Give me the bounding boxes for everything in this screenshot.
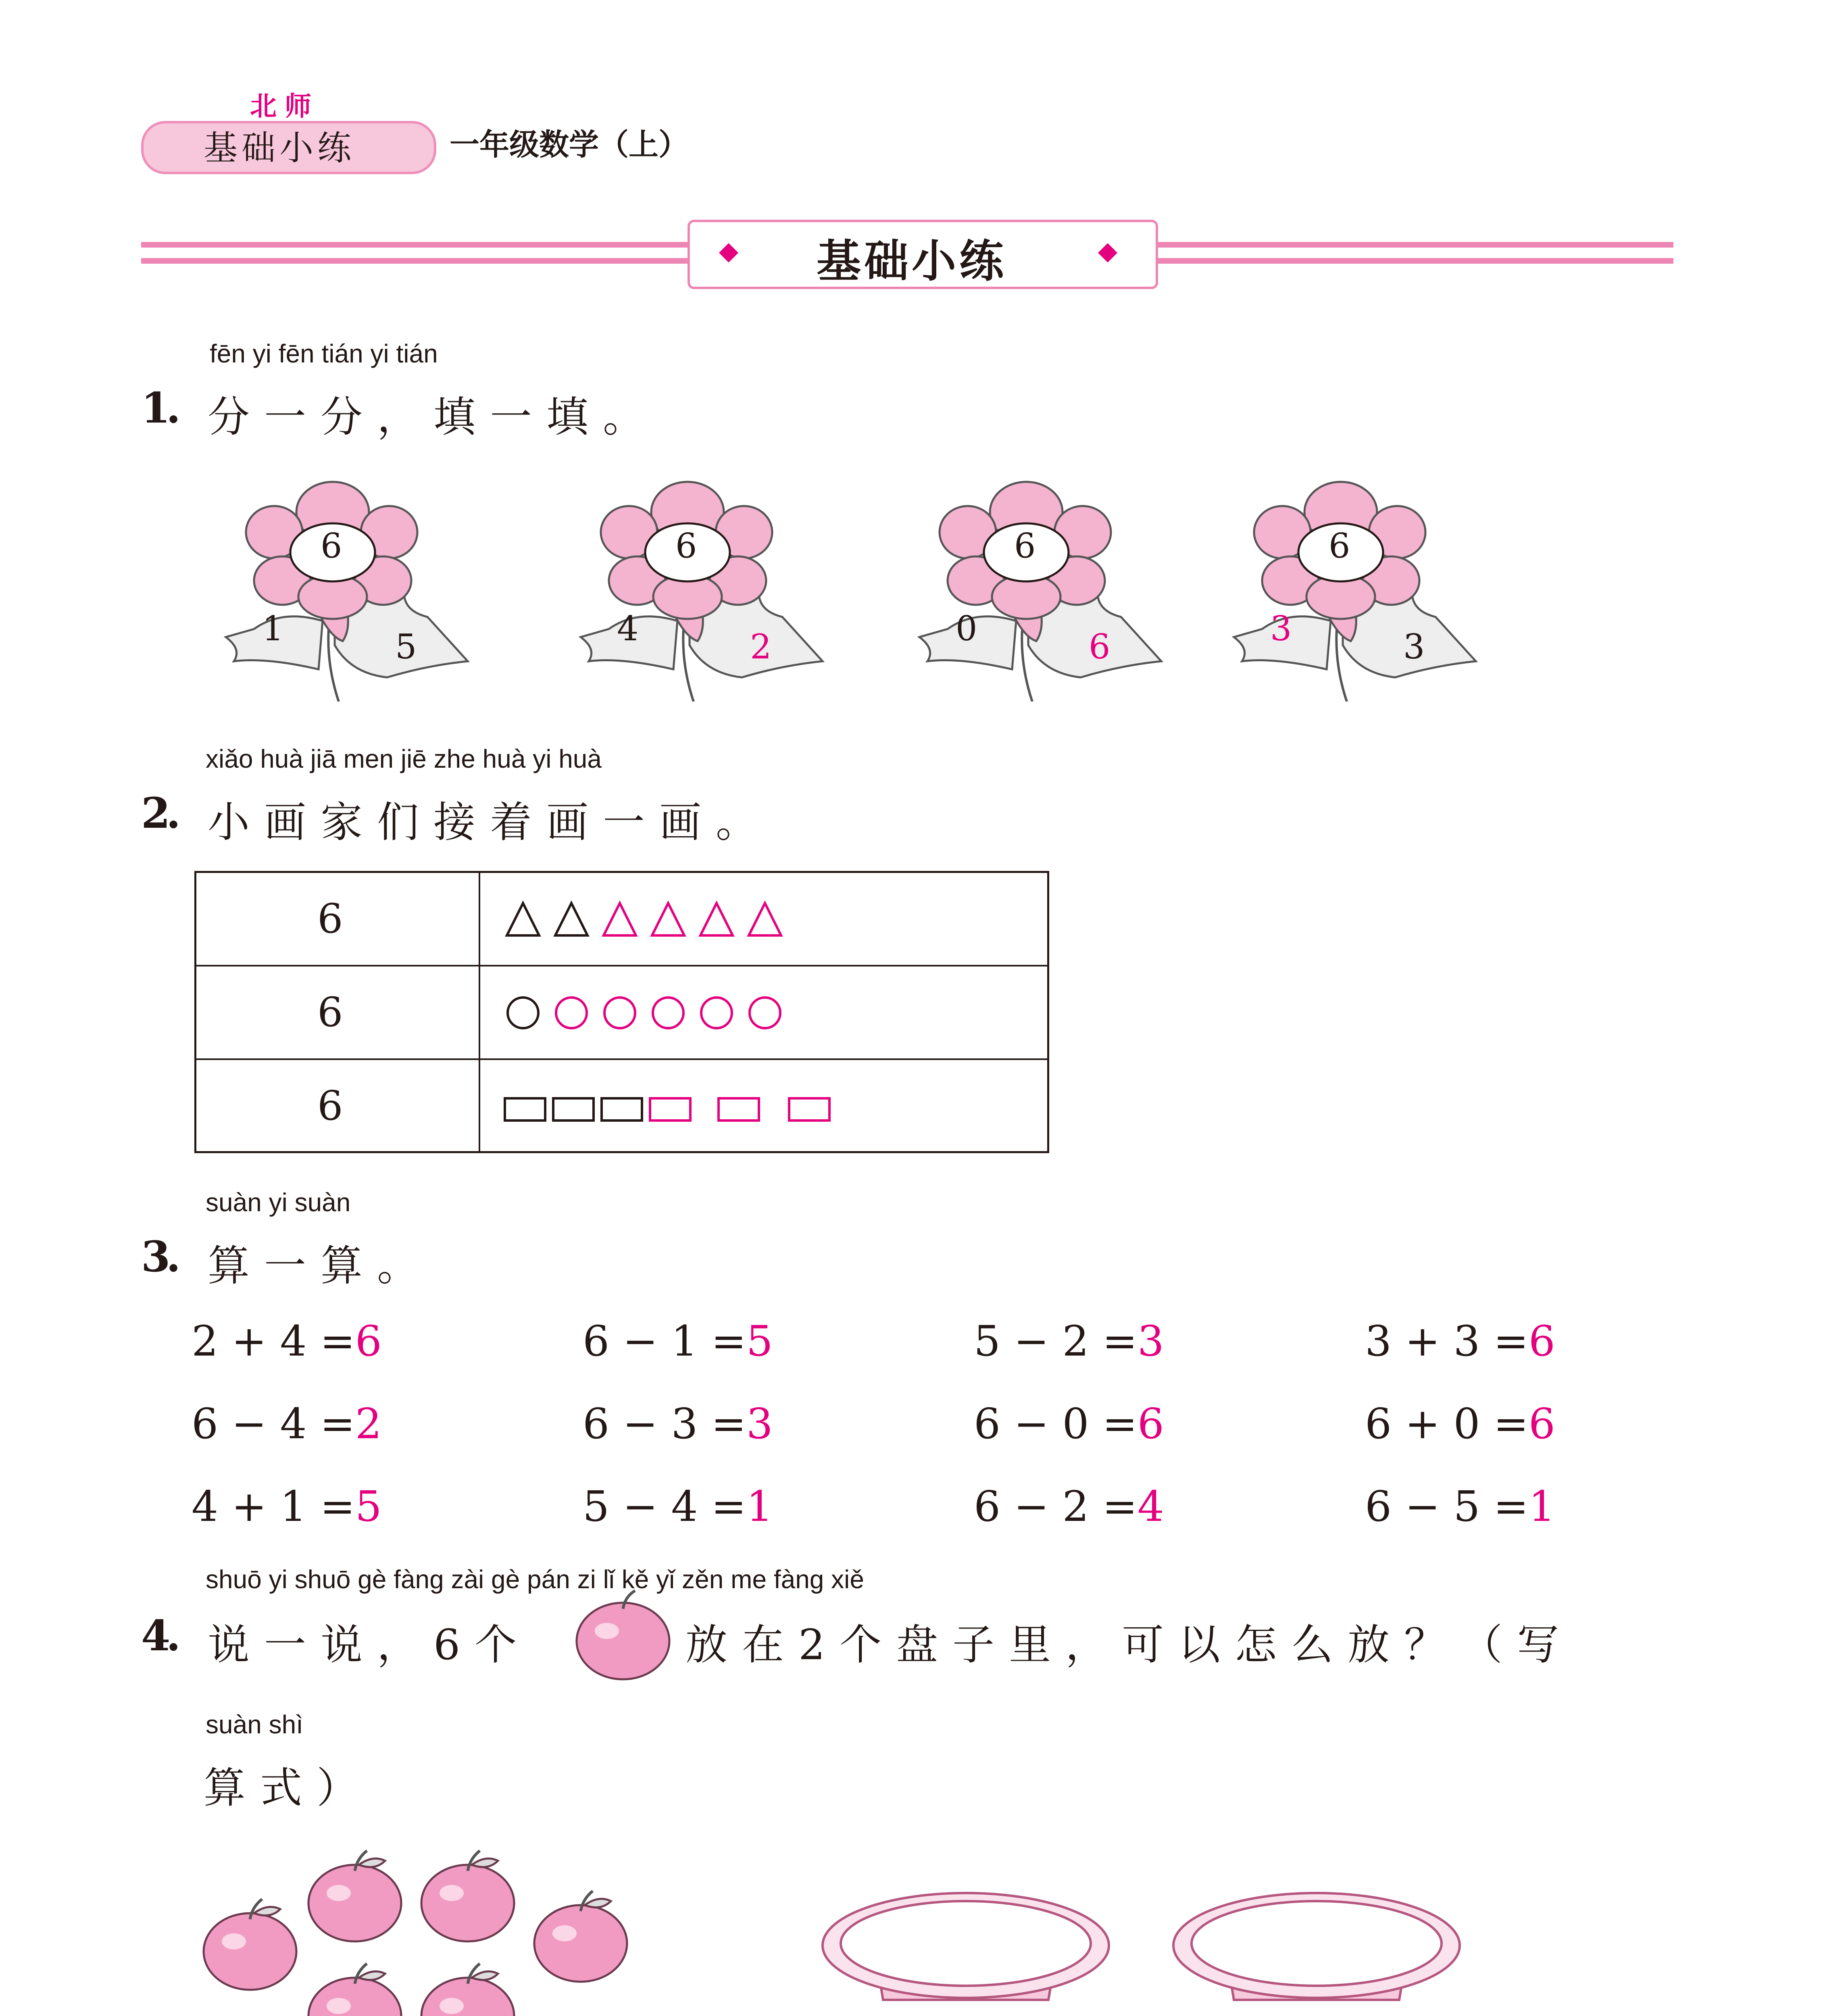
q4-dot: . <box>166 1611 181 1660</box>
flower-part-right: 2 <box>750 627 772 666</box>
flower-3 <box>911 476 1202 702</box>
flower-1 <box>218 476 508 702</box>
equation: 6 − 2 =4 <box>974 1482 1164 1531</box>
equation: 4 + 1 =5 <box>192 1482 382 1531</box>
equation: 6 + 0 =6 <box>1365 1399 1555 1448</box>
q2-dot: . <box>166 788 181 838</box>
flower-part-left: 4 <box>617 609 639 648</box>
q4-pinyin-line1: shuō yi shuō gè fàng zài gè pán zi lǐ kě yǐ zěn me fàng xiě <box>206 1565 864 1594</box>
flower-total: 6 <box>675 526 697 566</box>
equation: 5 − 2 =3 <box>974 1316 1164 1366</box>
triangle-shapes <box>503 897 809 941</box>
flower-part-right: 5 <box>395 627 417 666</box>
table-row <box>196 1060 1047 1154</box>
flower-part-right: 3 <box>1403 627 1425 666</box>
q3-text: 算一算。 <box>208 1241 434 1290</box>
equation: 3 + 3 =6 <box>1365 1316 1555 1366</box>
section-title: 基础小练 <box>817 235 1007 287</box>
q4-number: 4 <box>141 1611 171 1660</box>
equation: 5 − 4 =1 <box>583 1482 773 1531</box>
table-row <box>196 966 1047 1060</box>
row-count: 6 <box>317 895 343 942</box>
table-row <box>196 873 1047 966</box>
q3-pinyin: suàn yi suàn <box>206 1188 351 1217</box>
flower-2 <box>573 476 863 702</box>
flower-part-left: 1 <box>262 609 284 648</box>
q3-dot: . <box>166 1232 181 1281</box>
equation: 6 − 4 =2 <box>192 1399 382 1448</box>
q4-text-part2: 放在2个盘子里，可以怎么放？（写 <box>685 1620 1574 1669</box>
equation: 6 − 5 =1 <box>1365 1482 1555 1531</box>
q4-text-line2: 算式） <box>204 1763 373 1812</box>
q4-pinyin-line2: suàn shì <box>206 1710 303 1739</box>
flower-total: 6 <box>1014 526 1036 566</box>
q3-number: 3 <box>141 1232 171 1281</box>
circle-shapes <box>503 991 809 1035</box>
drawing-table <box>194 871 1049 1153</box>
rectangle-shapes <box>503 1084 906 1129</box>
q1-pinyin: fēn yi fēn tián yi tián <box>210 339 438 368</box>
equation: 6 − 0 =6 <box>974 1399 1164 1448</box>
equation: 6 − 1 =5 <box>583 1316 773 1366</box>
q2-pinyin: xiǎo huà jiā men jiē zhe huà yi huà <box>206 744 602 773</box>
equation: 2 + 4 =6 <box>192 1316 382 1366</box>
flower-part-left: 3 <box>1270 609 1292 648</box>
logo-publisher: 北师 <box>250 90 319 122</box>
flower-part-right: 6 <box>1089 627 1111 666</box>
flower-4 <box>1226 476 1516 702</box>
flower-part-left: 0 <box>956 609 977 648</box>
row-count: 6 <box>317 1082 343 1129</box>
equation: 6 − 3 =3 <box>583 1399 773 1448</box>
q2-number: 2 <box>141 788 171 838</box>
q1-number: 1 <box>141 383 171 433</box>
apple-icon <box>571 1585 675 1681</box>
flower-total: 6 <box>321 526 342 566</box>
logo-series-title: 基础小练 <box>204 128 356 168</box>
row-count: 6 <box>317 989 343 1036</box>
six-apples-illustration <box>194 1839 657 2016</box>
two-plates-illustration <box>819 1883 1504 2016</box>
q1-text: 分一分，填一填。 <box>208 392 660 442</box>
q4-text-part1: 说一说，6个 <box>208 1620 531 1669</box>
flower-total: 6 <box>1329 526 1350 566</box>
q2-text: 小画家们接着画一画。 <box>208 798 773 847</box>
book-subtitle: 一年级数学（上） <box>450 127 688 162</box>
q1-dot: . <box>166 383 181 433</box>
